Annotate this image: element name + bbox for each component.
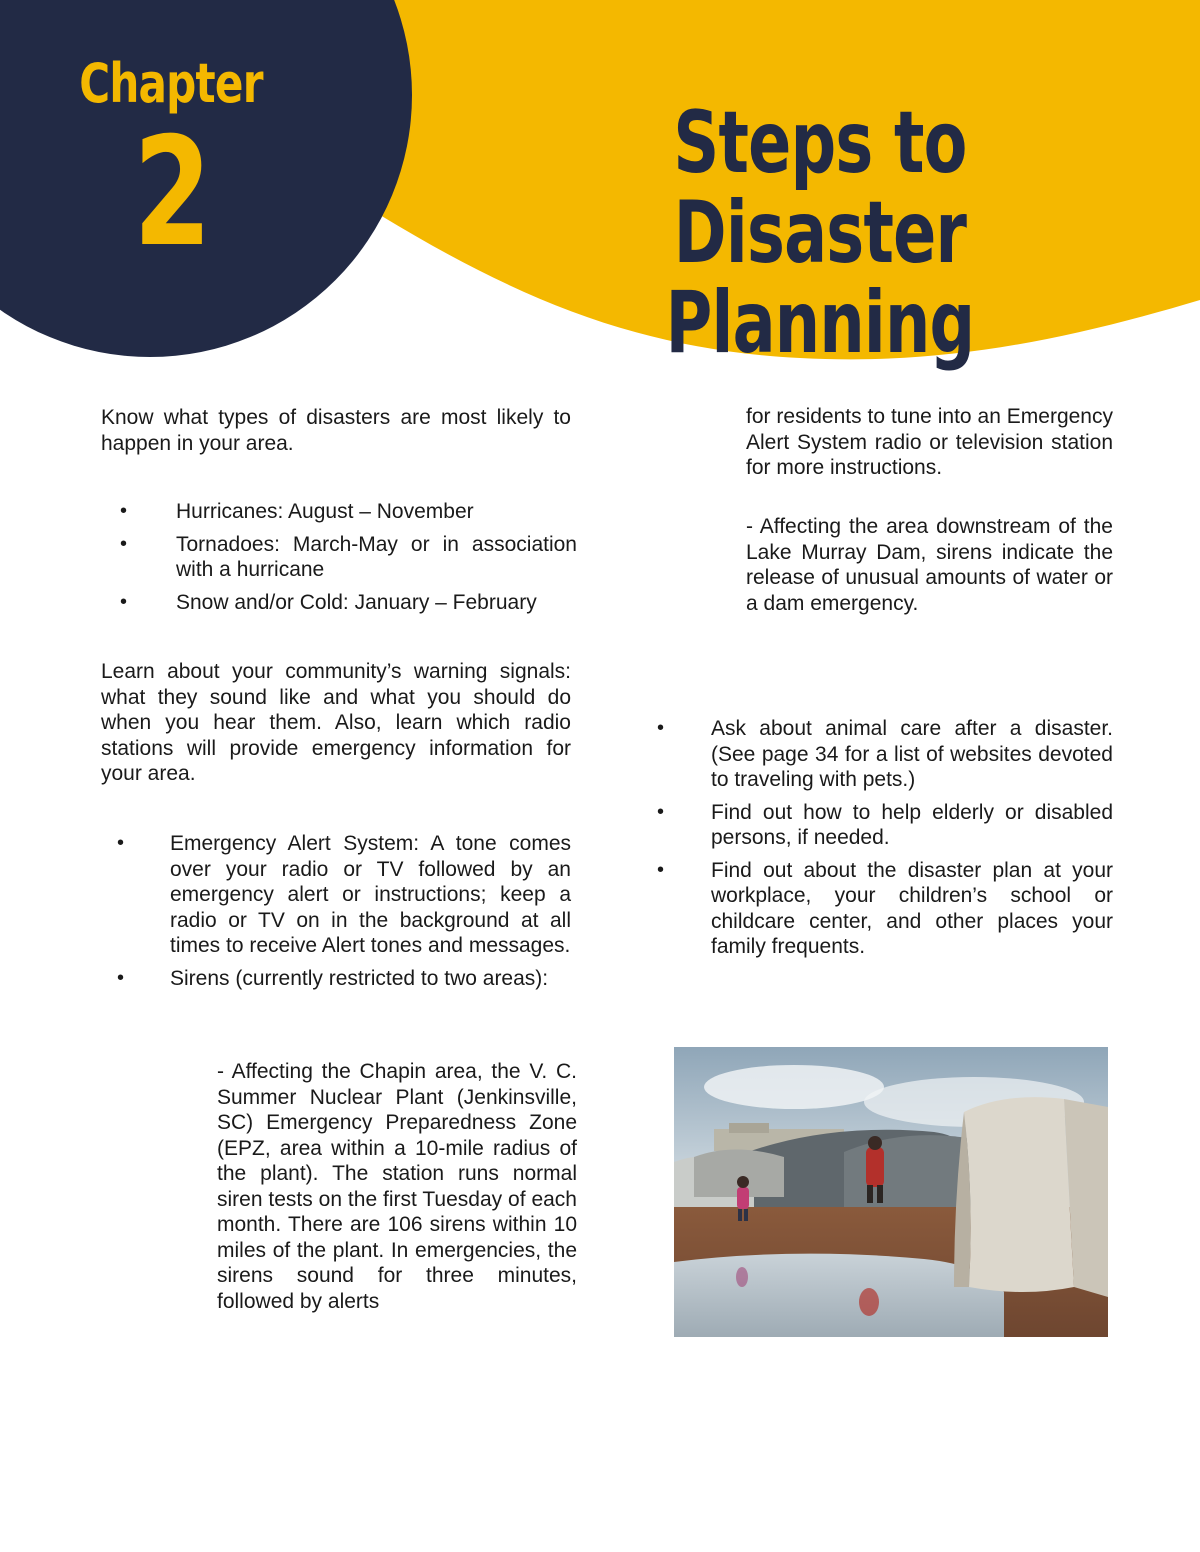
list-item: • Ask about animal care after a disaster. (See page 34 for a list of websites devoted to traveling with pets.) — [657, 717, 1113, 791]
disaster-season-list — [117, 499, 577, 622]
page-title-line2: Planning — [665, 273, 975, 373]
bullet-icon: • — [120, 532, 128, 555]
warning-signals-paragraph: Learn about your community’s warning signals: what they sound like and what you should do when you hear them. Also, learn which radio stations will provide emergency information for your area. — [101, 660, 571, 785]
bullet-icon: • — [657, 717, 665, 739]
chapter-number: 2 — [133, 106, 212, 280]
list-item: • Hurricanes: August – November — [120, 500, 474, 523]
bullet-icon: • — [117, 832, 125, 854]
bullet-icon: • — [120, 500, 128, 522]
chapter-label: Chapter — [79, 52, 263, 115]
page-title-line1: Steps to Disaster — [673, 93, 967, 283]
list-item: • Snow and/or Cold: January – February — [120, 590, 537, 614]
list-item: • Emergency Alert System: A tone comes over your radio or TV followed by an emergency alert or instructions; keep a radio or TV on in the background at all times to receive Alert tones and messages. — [117, 832, 571, 957]
list-item: • Tornadoes: March-May or in association with a hurricane — [120, 532, 577, 581]
intro-paragraph: Know what types of disasters are most likely to happen in your area. — [101, 406, 571, 455]
bullet-icon: • — [117, 966, 125, 989]
bullet-icon: • — [657, 800, 665, 823]
continuation-text: for residents to tune into an Emergency Alert System radio or television station for more instructions. — [746, 405, 1113, 479]
bullet-icon: • — [120, 590, 128, 613]
chapter-header — [0, 0, 1200, 380]
list-item: • Find out about the disaster plan at your workplace, your children’s school or childcare center, and other places your family frequents. — [657, 858, 1113, 958]
page-title — [554, 93, 1087, 373]
preparedness-action-list — [655, 716, 1113, 967]
chapin-siren-note: - Affecting the Chapin area, the V. C. Summer Nuclear Plant (Jenkinsville, SC) Emergency Preparedness Zone (EPZ, area within a 10-mile radius of the plant). The station runs normal siren tests on the first Tuesday of each month. There are 106 sirens within 10 miles of the plant. In emergencies, the sirens sound for three minutes, followed by alerts — [217, 1060, 577, 1313]
list-item: • Find out how to help elderly or disabled persons, if needed. — [657, 800, 1113, 849]
dam-siren-note: - Affecting the area downstream of the Lake Murray Dam, sirens indicate the release of unusual amounts of water or a dam emergency. — [746, 515, 1113, 615]
bullet-icon: • — [657, 858, 665, 881]
warning-signal-list — [114, 831, 571, 998]
refugee-camp-photo — [674, 1047, 1108, 1337]
list-item: • Sirens (currently restricted to two areas): — [117, 966, 549, 990]
